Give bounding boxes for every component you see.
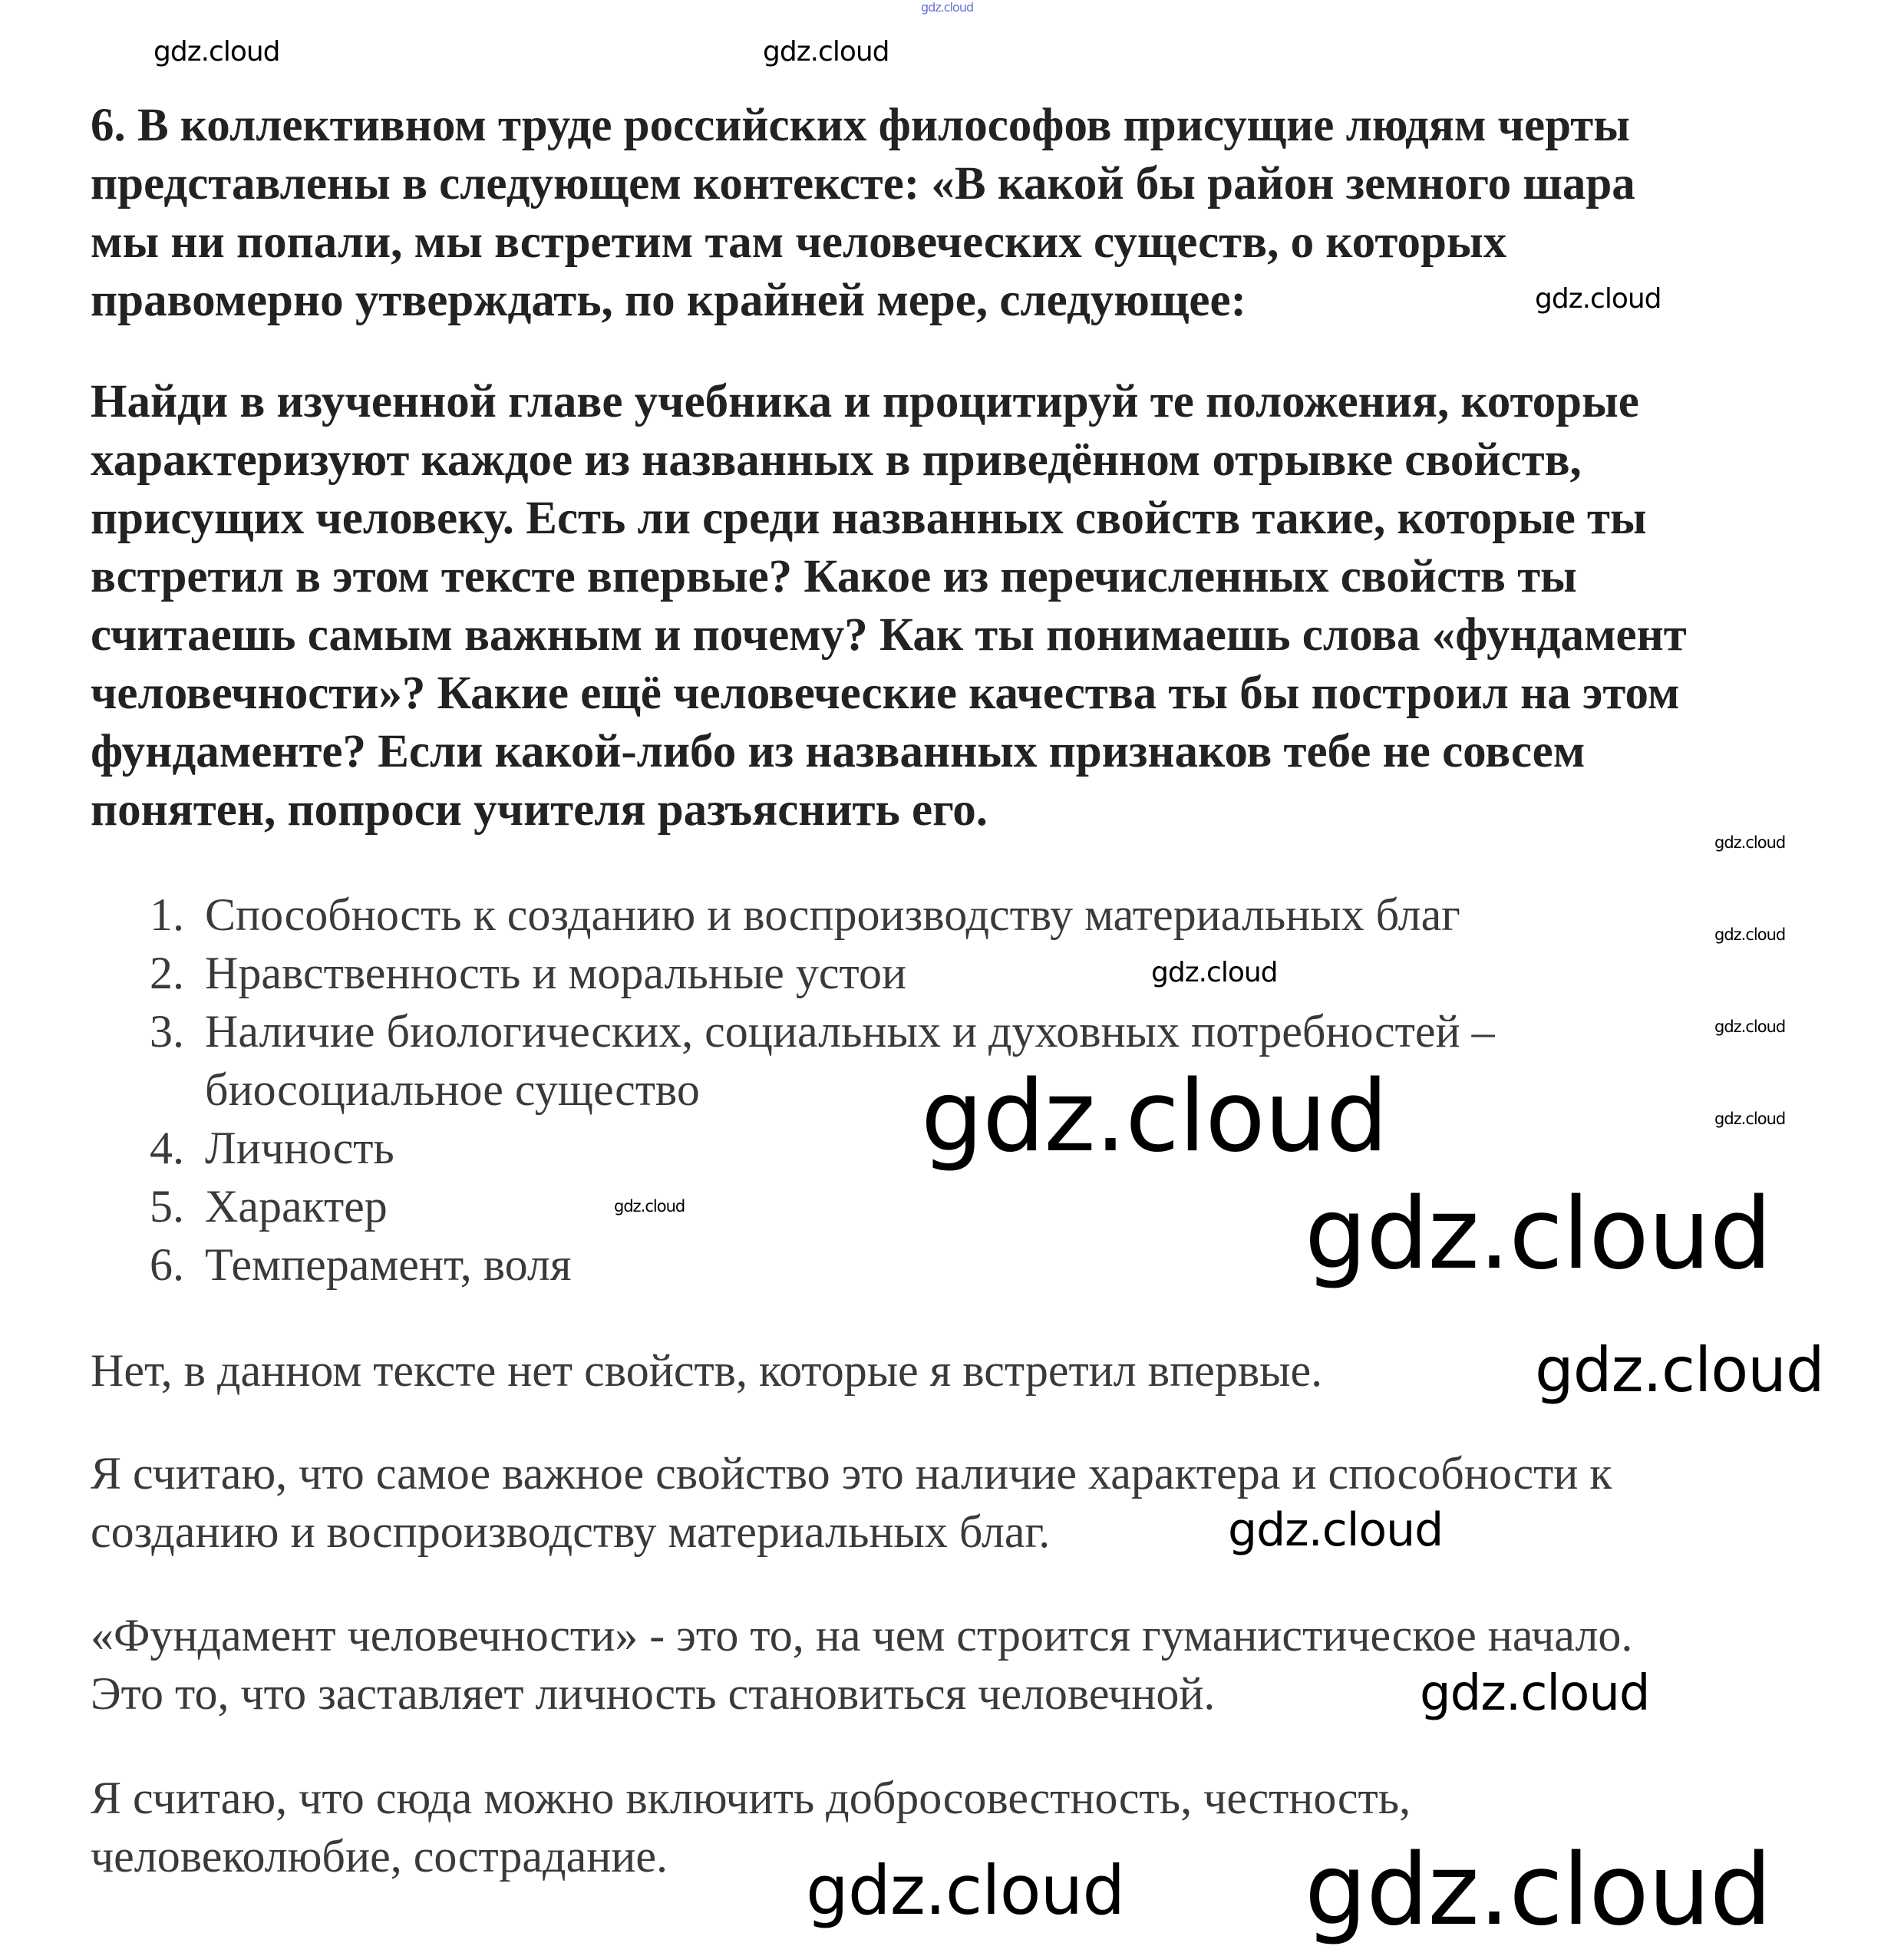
text-line: присущих человеку. Есть ли среди названных свойств такие, которые ты [91, 493, 1647, 544]
text-line: 6. В коллективном труде российских философов присущие людям черты [91, 100, 1630, 151]
watermark-top: gdz.cloud [921, 0, 974, 15]
text-line: характеризуют каждое из названных в приведённом отрывке свойств, [91, 434, 1582, 486]
list-number: 6. [150, 1239, 184, 1290]
text-line: созданию и воспроизводству материальных благ. [91, 1506, 1051, 1557]
text-line: Это то, что заставляет личность становиться человечной. [91, 1668, 1216, 1719]
watermark: gdz.cloud [1535, 1334, 1824, 1406]
watermark: gdz.cloud [1714, 1110, 1786, 1128]
text-line: Найди в изученной главе учебника и процитируй те положения, которые [91, 376, 1639, 427]
text-line: фундаменте? Если какой-либо из названных признаков тебе не совсем [91, 726, 1586, 777]
text-line: понятен, попроси учителя разъяснить его. [91, 784, 988, 836]
list-number: 5. [150, 1181, 184, 1232]
text-line: человечности»? Какие ещё человеческие качества ты бы построил на этом [91, 668, 1680, 719]
list-number: 1. [150, 889, 184, 940]
text-line: представлены в следующем контексте: «В какой бы район земного шара [91, 158, 1635, 209]
text-line: Нет, в данном тексте нет свойств, которые я встретил впервые. [91, 1345, 1323, 1396]
list-text: Нравственность и моральные устои [205, 948, 907, 998]
task-paragraph-2 [91, 373, 1687, 839]
watermark: gdz.cloud [1305, 1177, 1771, 1291]
watermark: gdz.cloud [1420, 1665, 1650, 1722]
answer-1 [91, 1341, 1322, 1400]
list-text: Личность [205, 1123, 394, 1173]
list-number: 3. [150, 1006, 184, 1057]
watermark: gdz.cloud [806, 1851, 1125, 1930]
list-number: 4. [150, 1123, 184, 1173]
list-number: 2. [150, 948, 184, 998]
text-line: встретил в этом тексте впервые? Какое из перечисленных свойств ты [91, 551, 1577, 602]
watermark: gdz.cloud [1714, 925, 1786, 944]
watermark: gdz.cloud [1228, 1503, 1444, 1557]
list-text: Наличие биологических, социальных и духовных потребностей – [205, 1006, 1495, 1057]
watermark: gdz.cloud [1714, 833, 1786, 852]
text-line: считаешь самым важным и почему? Как ты понимаешь слова «фундамент [91, 609, 1687, 661]
watermark: gdz.cloud [921, 1060, 1388, 1174]
text-line: «Фундамент человечности» - это то, на чем строится гуманистическое начало. [91, 1610, 1633, 1661]
answer-3 [91, 1606, 1632, 1723]
task-paragraph-1 [91, 97, 1635, 330]
watermark: gdz.cloud [1714, 1018, 1786, 1036]
answer-4 [91, 1769, 1411, 1885]
watermark: gdz.cloud [763, 36, 889, 68]
list-text: Характер [205, 1181, 388, 1232]
watermark: gdz.cloud [614, 1197, 685, 1215]
text-line: правомерно утверждать, по крайней мере, следующее: [91, 275, 1246, 326]
watermark: gdz.cloud [1305, 1833, 1771, 1948]
text-line: Я считаю, что сюда можно включить добросовестность, честность, [91, 1773, 1411, 1823]
list-text: Темперамент, воля [205, 1239, 572, 1290]
text-line: Я считаю, что самое важное свойство это наличие характера и способности к [91, 1448, 1612, 1499]
watermark: gdz.cloud [153, 36, 280, 68]
watermark: gdz.cloud [1535, 283, 1661, 315]
text-line: мы ни попали, мы встретим там человеческих существ, о которых [91, 216, 1507, 268]
list-text: Способность к созданию и воспроизводству материальных благ [205, 889, 1460, 940]
watermark: gdz.cloud [1151, 957, 1278, 988]
text-line: человеколюбие, сострадание. [91, 1831, 668, 1882]
list-text: биосоциальное существо [205, 1064, 700, 1115]
